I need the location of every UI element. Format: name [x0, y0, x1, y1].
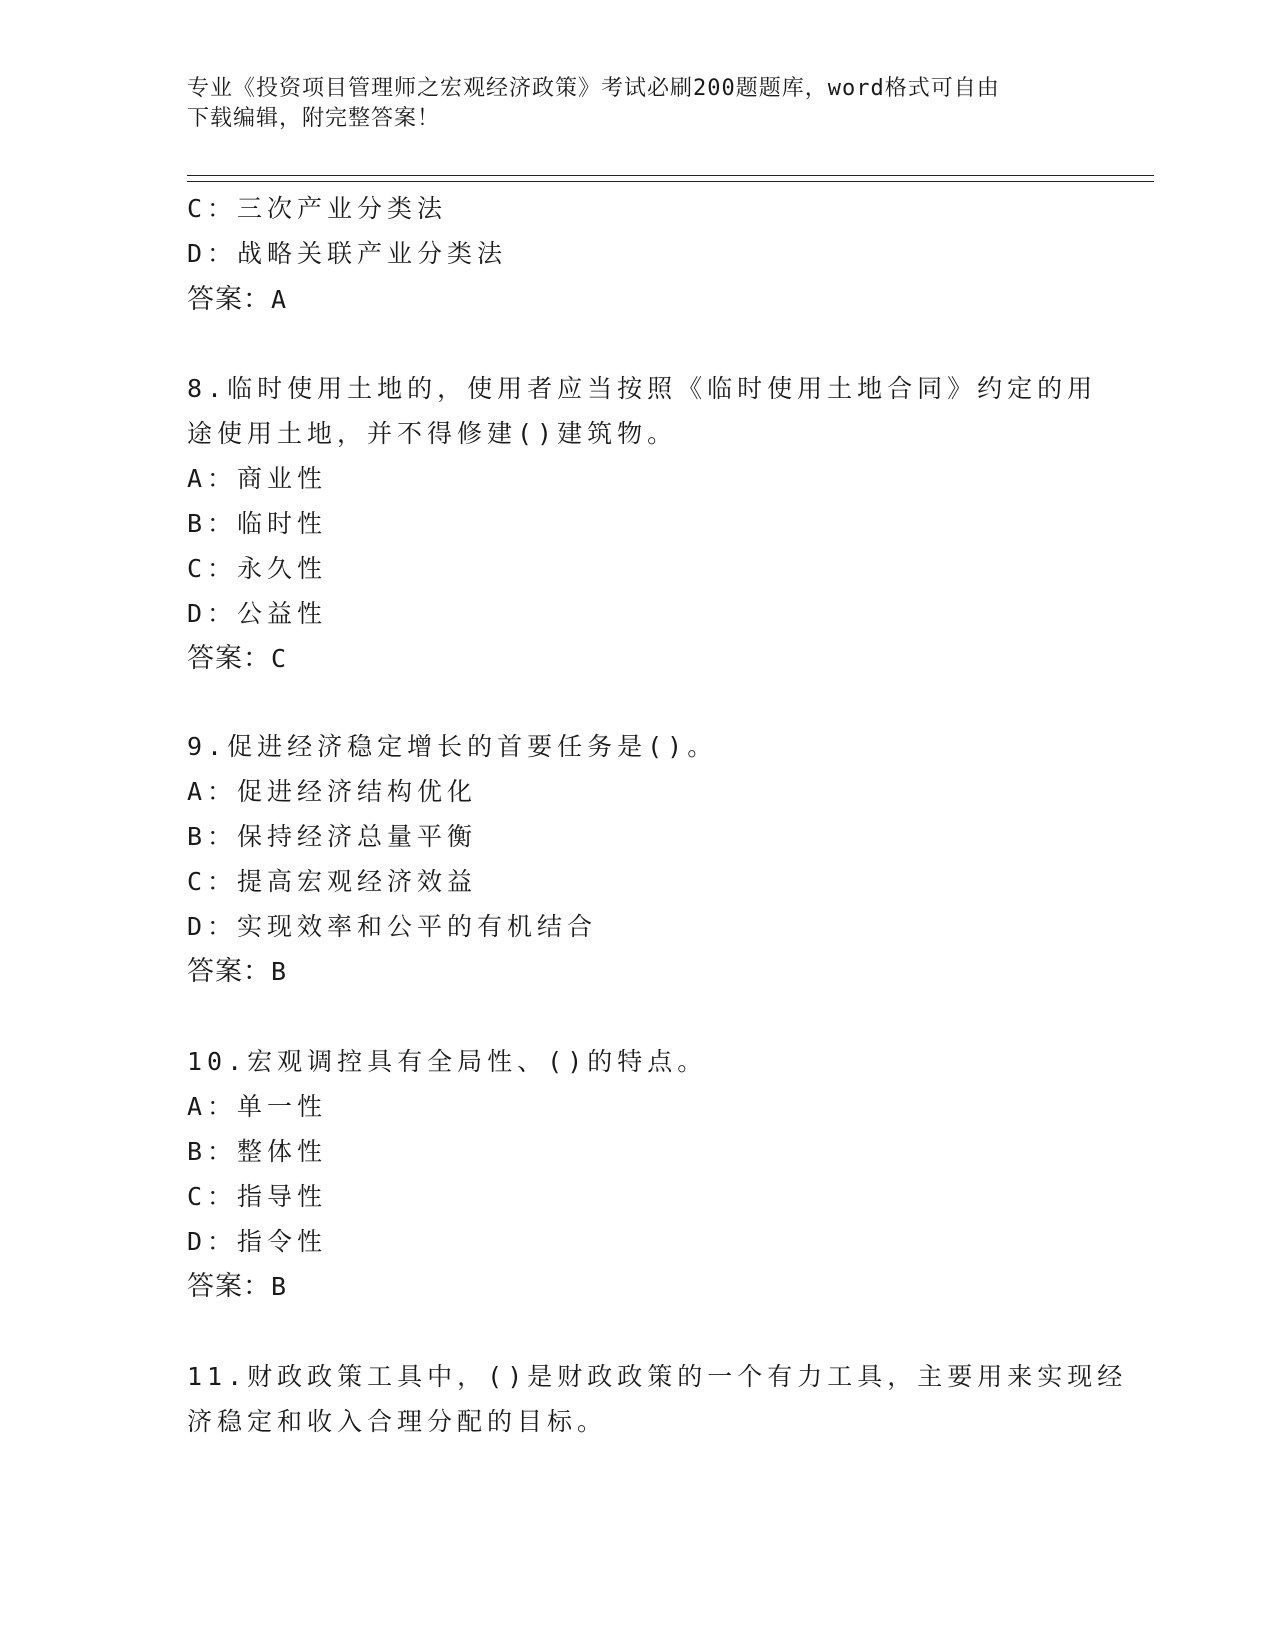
q9-answer	[187, 956, 287, 988]
answer-value: B	[271, 957, 288, 986]
document-header	[187, 74, 1077, 134]
answer-value: C	[271, 644, 288, 673]
header-rule-top	[187, 175, 1154, 176]
q10-stem-line-1: 10.宏观调控具有全局性、()的特点。	[187, 1047, 708, 1076]
q9-option-c: C：提高宏观经济效益	[187, 867, 478, 896]
q8-option-b: B：临时性	[187, 509, 328, 538]
answer-label: 答案：	[187, 1271, 271, 1302]
q8-stem-line-2: 途使用土地，并不得修建()建筑物。	[187, 419, 678, 448]
q9-option-b: B：保持经济总量平衡	[187, 822, 478, 851]
q8-option-d: D：公益性	[187, 599, 328, 628]
q8-option-a: A：商业性	[187, 464, 328, 493]
header-line-2: 下载编辑，附完整答案！	[187, 106, 441, 131]
q10-option-c: C：指导性	[187, 1182, 328, 1211]
prev-option-d: D：战略关联产业分类法	[187, 239, 508, 268]
q11-stem-line-2: 济稳定和收入合理分配的目标。	[187, 1407, 608, 1436]
header-line-1: 专业《投资项目管理师之宏观经济政策》考试必刷200题题库，word格式可自由	[187, 76, 1000, 101]
q9-option-a: A：促进经济结构优化	[187, 777, 478, 806]
q9-stem-line-1: 9.促进经济稳定增长的首要任务是()。	[187, 732, 718, 761]
prev-answer	[187, 284, 287, 316]
q9-option-d: D：实现效率和公平的有机结合	[187, 912, 598, 941]
prev-option-c: C：三次产业分类法	[187, 194, 448, 223]
q10-option-d: D：指令性	[187, 1227, 328, 1256]
q8-answer	[187, 643, 287, 675]
q10-option-a: A：单一性	[187, 1092, 328, 1121]
q10-answer	[187, 1271, 287, 1303]
answer-value: A	[271, 285, 288, 314]
answer-label: 答案：	[187, 643, 271, 674]
header-rule-bottom	[187, 181, 1154, 182]
q8-stem-line-1: 8.临时使用土地的，使用者应当按照《临时使用土地合同》约定的用	[187, 374, 1098, 403]
answer-label: 答案：	[187, 956, 271, 987]
q8-option-c: C：永久性	[187, 554, 328, 583]
answer-value: B	[271, 1272, 288, 1301]
answer-label: 答案：	[187, 284, 271, 315]
q10-option-b: B：整体性	[187, 1137, 328, 1166]
q11-stem-line-1: 11.财政政策工具中，()是财政政策的一个有力工具，主要用来实现经	[187, 1362, 1128, 1391]
